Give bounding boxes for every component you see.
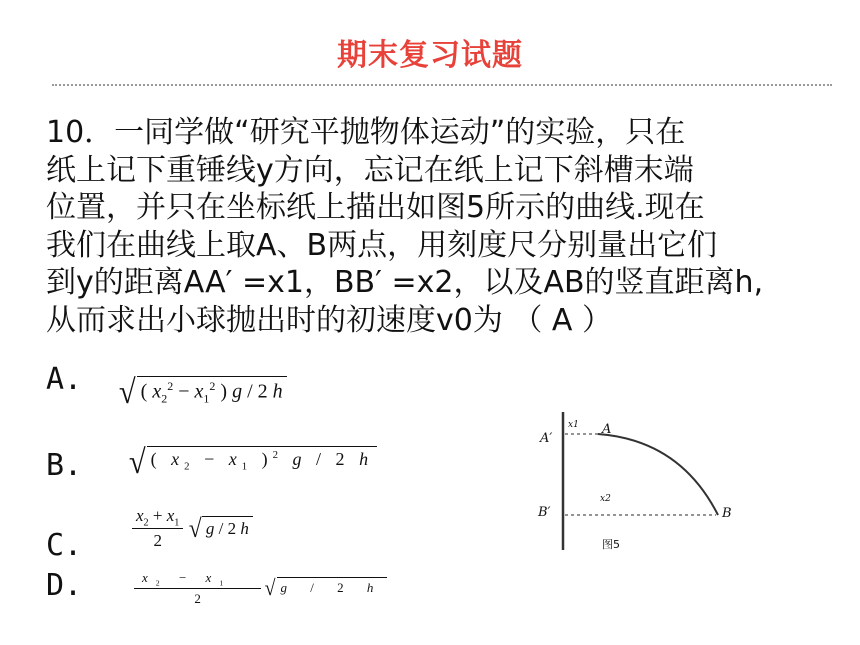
option-a-label[interactable]: A.: [46, 362, 83, 397]
fig-label-b: B: [722, 506, 732, 521]
option-d-formula: $\frac{x_2 - x_1}{2}$ √ g / 2 h: [134, 570, 387, 607]
trajectory-curve: [598, 434, 718, 515]
option-b-label[interactable]: B.: [46, 448, 83, 483]
fig-label-a: A: [602, 422, 612, 437]
fig-label-b-prime: B′: [538, 505, 551, 520]
question-line-1: 10．一同学做“研究平抛物体运动”的实验，只在: [46, 115, 686, 150]
question-line-6: 从而求出小球抛出时的初速度v0为 （ A ）: [46, 302, 612, 338]
question-line-5: 到y的距离AA′ =x1，BB′ =x2，以及AB的竖直距离h,: [46, 265, 764, 300]
title-divider: [52, 84, 832, 86]
question-text: [46, 114, 836, 339]
option-b-formula: √ ( $x_2 - x_1$ )$^2$ g / 2 h: [128, 446, 377, 480]
option-d-label[interactable]: D.: [46, 568, 83, 603]
figure-caption: 图5: [602, 538, 620, 551]
question-line-3: 位置，并只在坐标纸上描出如图5所示的曲线.现在: [46, 190, 705, 225]
fig-label-x1: x1: [568, 420, 579, 430]
option-a-formula: √ ( $x_2^2 - x_1^2$ ) g / 2 h: [118, 376, 287, 410]
trajectory-diagram: [530, 410, 780, 555]
option-c-formula: $\frac{x_2 + x_1}{2}$ √ g / 2 h: [132, 506, 253, 551]
page-title: 期末复习试题: [337, 38, 523, 73]
fig-label-a-prime: A′: [540, 431, 553, 446]
question-line-4: 我们在曲线上取A、B两点，用刻度尺分别量出它们: [46, 227, 718, 263]
figure-5: [530, 410, 780, 555]
option-c-label[interactable]: C.: [46, 528, 83, 563]
fig-label-x2: x2: [600, 494, 611, 504]
question-line-2: 纸上记下重锤线y方向，忘记在纸上记下斜槽末端: [46, 152, 694, 188]
